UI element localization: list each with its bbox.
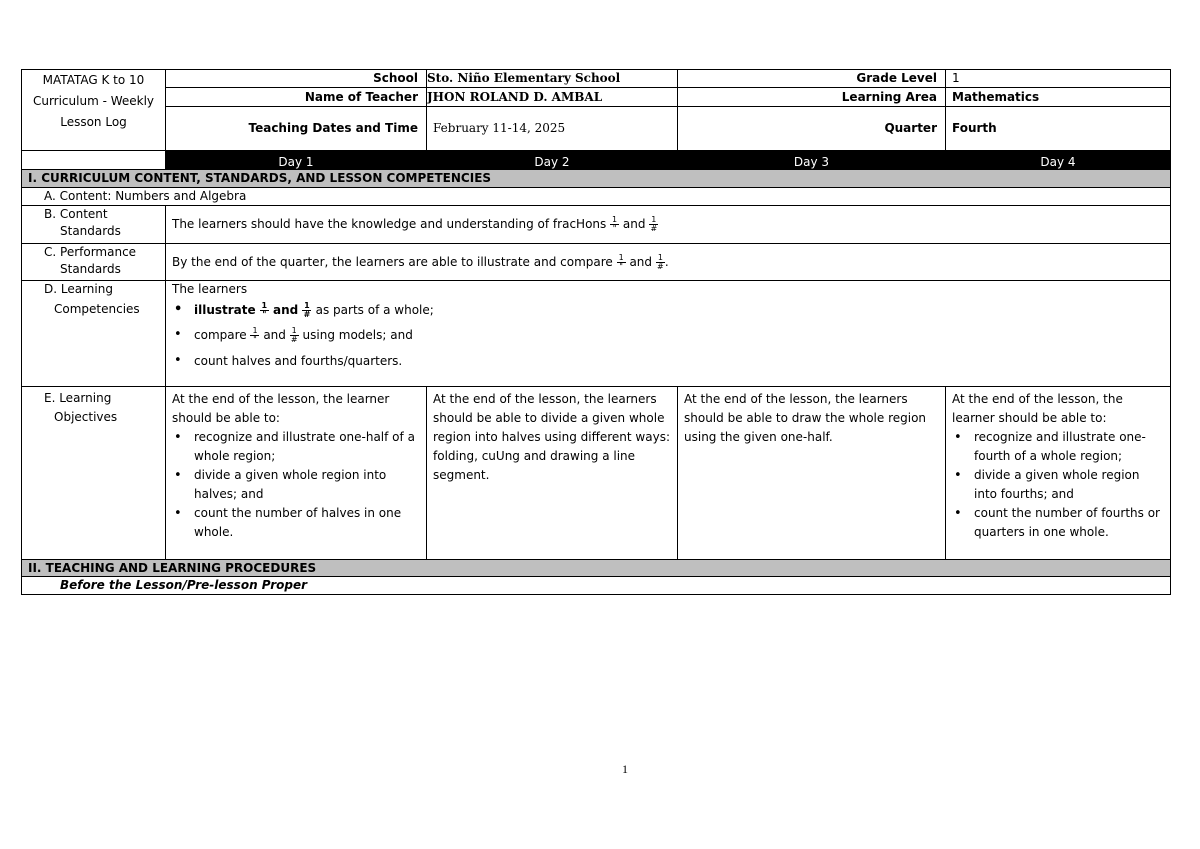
lesson-log-table (21, 69, 1171, 595)
quarter-value: Fourth (946, 107, 1171, 151)
list-item: • recognize and illustrate one-half of a whole region; (172, 428, 420, 466)
day-3-header: Day 3 (678, 151, 946, 170)
list-item: • recognize and illustrate one- fourth of a whole region; (952, 428, 1164, 466)
content-standards-label (22, 206, 166, 244)
fraction-one-fourth: $\frac{1}{\#}$ (650, 215, 658, 233)
teacher-value: JHON ROLAND D. AMBAL (427, 88, 678, 107)
day-header-row (22, 151, 1171, 170)
fraction-one-half: $\frac{1}{"}$ (618, 252, 624, 271)
list-item: • count the number of halves in one whole. (172, 504, 420, 542)
learning-competencies-list (172, 298, 1164, 374)
list-item: • count halves and fourths/quarters. (172, 348, 1164, 374)
objectives-day-4-list (952, 428, 1164, 542)
list-item: • divide a given whole region into fourths; and (952, 466, 1164, 504)
objectives-day-4 (946, 387, 1171, 560)
list-item: • divide a given whole region into halves; and (172, 466, 420, 504)
learning-area-label: Learning Area (678, 88, 946, 107)
content-standards-and: and (622, 217, 646, 231)
performance-standards-label-line1: C. Performance (44, 245, 137, 259)
learning-competencies-label-line2: Competencies (54, 302, 140, 316)
grade-level-label: Grade Level (678, 70, 946, 88)
page-number: 1 (622, 762, 628, 776)
section-2-subtitle: Before the Lesson/Pre-lesson Proper (22, 577, 1171, 595)
performance-standards-label-line2: Standards (60, 262, 121, 276)
performance-standards-and: and (629, 254, 653, 269)
school-label: School (166, 70, 427, 88)
content-standards-text (166, 206, 1171, 244)
dates-label: Teaching Dates and Time (166, 107, 427, 151)
day-header-blank (22, 151, 166, 170)
list-item: • illustrate $\frac{1}{"}$ and $\frac{1}{\#}$ as parts of a whole; (172, 298, 1164, 322)
objectives-day-4-intro: At the end of the lesson, the learner should be able to: (952, 392, 1123, 425)
day-4-header: Day 4 (946, 151, 1171, 170)
performance-standards-period: . (664, 254, 669, 269)
section-2-title: II. TEACHING AND LEARNING PROCEDURES (22, 560, 1171, 577)
day-1-header: Day 1 (166, 151, 427, 170)
objectives-day-3: At the end of the lesson, the learners should be able to draw the whole region using the given one-half. (678, 387, 946, 560)
objectives-day-1-list (172, 428, 420, 542)
fraction-one-half: $\frac{1}{"}$ (612, 215, 618, 233)
performance-standards-sentence: By the end of the quarter, the learners are able to illustrate and compare (172, 254, 613, 269)
curriculum-title: MATATAG K to 10 Curriculum - Weekly Lesson Log (22, 70, 166, 151)
objectives-day-2: At the end of the lesson, the learners should be able to divide a given whole region into halves using different ways: folding, cuUng and drawing a line segment. (427, 387, 678, 560)
learning-competencies-label-line1: D. Learning (44, 282, 113, 296)
list-item: • count the number of fourths or quarters in one whole. (952, 504, 1164, 542)
content-standards-label-line1: B. Content (44, 207, 108, 221)
content-standards-sentence: The learners should have the knowledge and understanding of fracHons (172, 217, 607, 231)
grade-level-value: 1 (946, 70, 1171, 88)
section-1-title: I. CURRICULUM CONTENT, STANDARDS, AND LESSON COMPETENCIES (22, 170, 1171, 188)
content-row: A. Content: Numbers and Algebra (22, 188, 1171, 206)
dates-value: February 11-14, 2025 (427, 107, 678, 151)
quarter-label: Quarter (678, 107, 946, 151)
list-item: • compare $\frac{1}{"}$ and $\frac{1}{\#}$ using models; and (172, 322, 1164, 348)
learning-competencies-label (22, 281, 166, 387)
objectives-day-1 (166, 387, 427, 560)
school-value: Sto. Niño Elementary School (427, 70, 678, 88)
learning-area-value: Mathematics (946, 88, 1171, 107)
teacher-label: Name of Teacher (166, 88, 427, 107)
content-standards-label-line2: Standards (60, 224, 121, 238)
fraction-one-fourth: $\frac{1}{\#}$ (657, 252, 664, 271)
objectives-day-1-intro: At the end of the lesson, the learner should be able to: (172, 392, 390, 425)
day-2-header: Day 2 (427, 151, 678, 170)
learning-objectives-label-line1: E. Learning (44, 391, 112, 405)
learning-objectives-label (22, 387, 166, 560)
learning-competencies-intro: The learners (172, 282, 248, 296)
performance-standards-label (22, 244, 166, 281)
learning-objectives-label-line2: Objectives (54, 410, 118, 424)
performance-standards-text (166, 244, 1171, 281)
learning-competencies-text (166, 281, 1171, 387)
